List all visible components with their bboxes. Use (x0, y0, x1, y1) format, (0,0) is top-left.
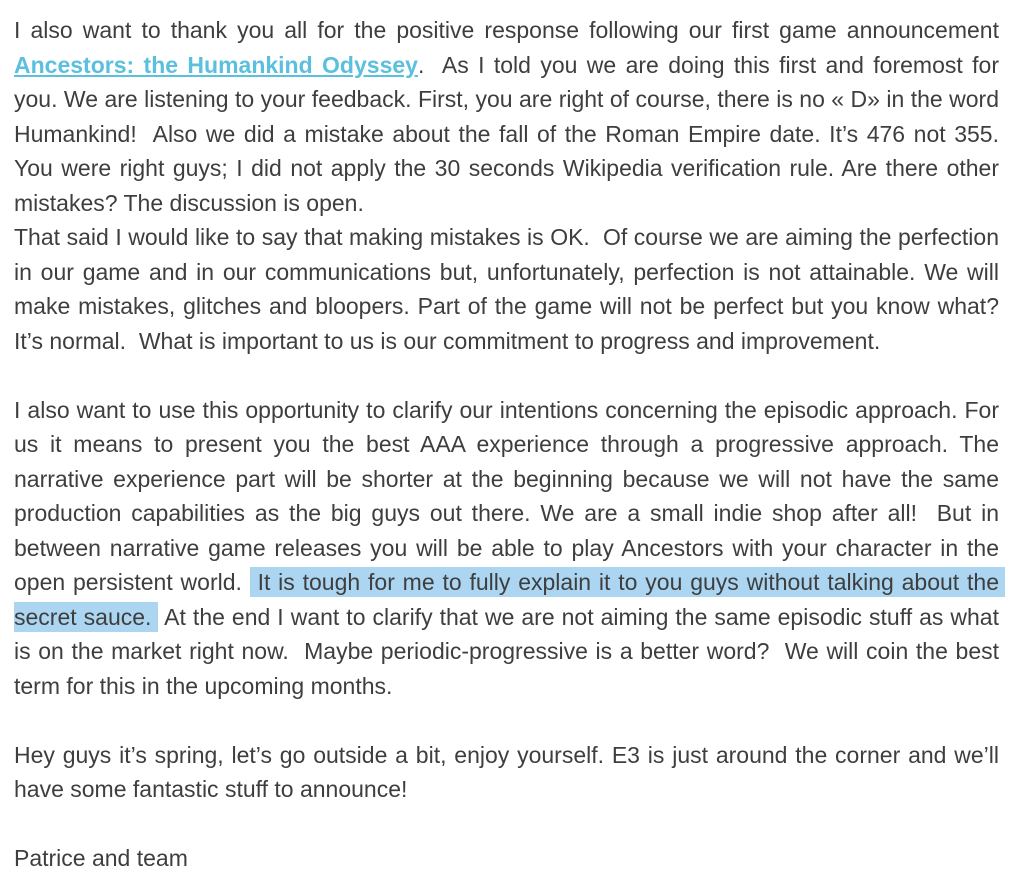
intro-text-after-link: . As I told you we are doing this first and foremost for you. We are listening to your feedback. First, you are right of course, there is no « D» in the word Humankind! Also we did a mistake about the fall of the Roman Empire date. It’s 476 not 355. You were right guys; I did not apply the 30 seconds Wikipedia verification rule. Are there other mistakes? The discussion is open. (14, 51, 1006, 216)
paragraph-mistakes-are-ok: That said I would like to say that making mistakes is OK. Of course we are aiming the perfection in our game and in our communications but, unfortunately, perfection is not attainable. We will make mistakes, glitches and bloopers. Part of the game will not be perfect but you know what? It’s normal. What is important to us is our commitment to progress and improvement. (14, 224, 1006, 354)
intro-text-before-link: I also want to thank you all for the positive response following our first game announcement (14, 17, 1006, 43)
highlighted-sentence: It is tough for me to fully explain it to you guys without talking about the secret sauce. (14, 569, 1006, 630)
episodic-text-after-highlight: At the end I want to clarify that we are not aiming the same episodic stuff as what is on the market right now. Maybe periodic-progressive is a better word? We will coin the best term for this in the upcoming months. (14, 603, 1006, 699)
signature: Patrice and team (14, 845, 188, 871)
episodic-text-before-highlight: I also want to use this opportunity to clarify our intentions concerning the episodic approach. For us it means to present you the best AAA experience through a progressive approach. The narrative experience part will be shorter at the beginning because we will not have the same production capabilities as the big guys out there. We are a small indie shop after all! But in between narrative game releases you will be able to play Ancestors with your character in the open persistent world. (14, 396, 1006, 595)
paragraph-closing: Hey guys it’s spring, let’s go outside a bit, enjoy yourself. E3 is just around the corner and we’ll have some fantastic stuff to announce! (14, 741, 1006, 802)
game-announcement-link[interactable]: Ancestors: the Humankind Odyssey (14, 51, 418, 78)
paragraph-episodic-approach (14, 393, 1006, 704)
paragraph-intro (14, 13, 1006, 220)
